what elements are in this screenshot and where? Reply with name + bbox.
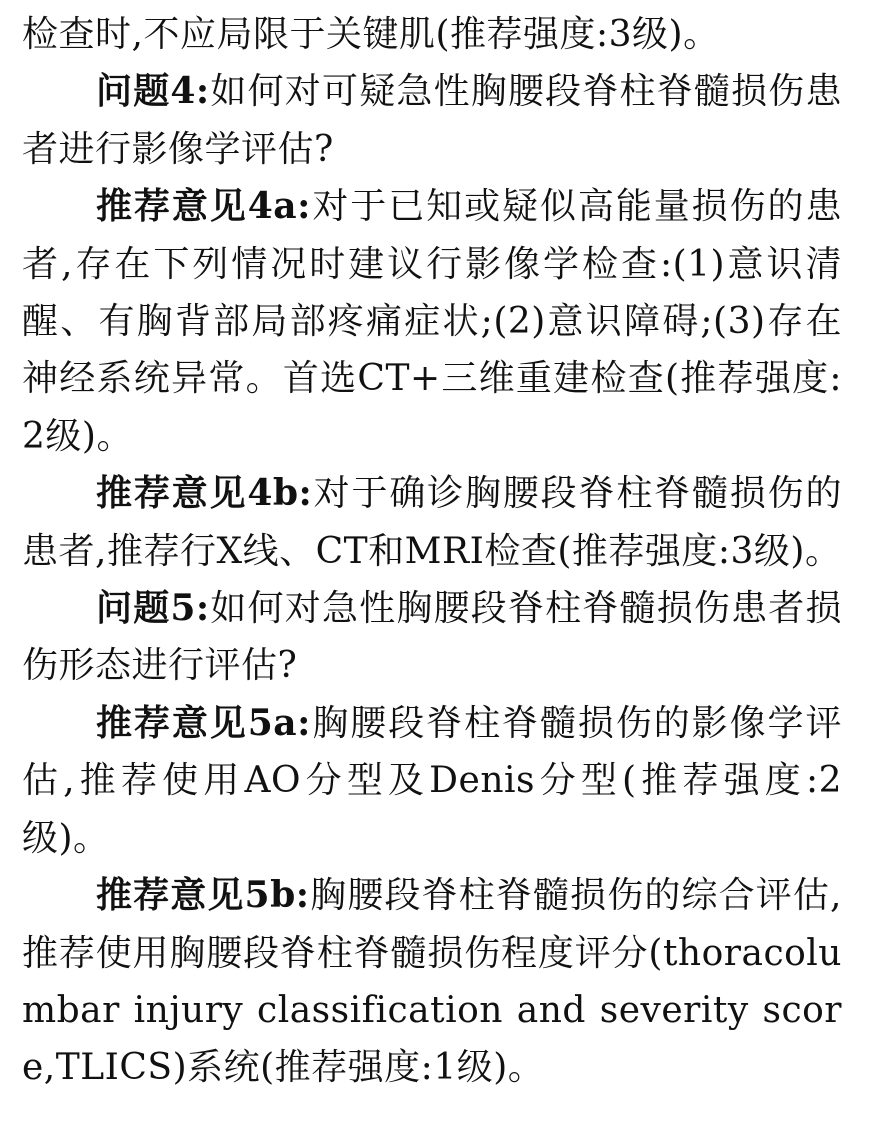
recommendation-text: 胸腰段脊柱脊髓损伤的影像学评估,推荐使用AO分型及Denis分型(推荐强度:2级)。	[22, 702, 842, 859]
question-5	[22, 580, 842, 695]
paragraph-continuation	[22, 6, 842, 63]
recommendation-label: 推荐意见4b:	[96, 472, 313, 515]
recommendation-text: 对于确诊胸腰段脊柱脊髓损伤的患者,推荐行X线、CT和MRI检查(推荐强度:3级)。	[22, 473, 842, 572]
question-4	[22, 63, 842, 178]
recommendation-label: 推荐意见4a:	[96, 185, 311, 228]
question-text: 如何对急性胸腰段脊柱脊髓损伤患者损伤形态进行评估?	[22, 588, 842, 687]
recommendation-4b	[22, 465, 842, 580]
recommendation-label: 推荐意见5a:	[96, 701, 311, 744]
paragraph-text: 检查时,不应局限于关键肌(推荐强度:3级)。	[22, 14, 720, 55]
question-text: 如何对可疑急性胸腰段脊柱脊髓损伤患者进行影像学评估?	[22, 71, 842, 170]
question-label: 问题5:	[96, 587, 210, 630]
recommendation-5a	[22, 695, 842, 867]
recommendation-text: 对于已知或疑似高能量损伤的患者,存在下列情况时建议行影像学检查:(1)意识清醒、有胸背部局部疼痛症状;(2)意识障碍;(3)存在神经系统异常。首选CT+三维重建检查(推荐强度:2级)。	[22, 186, 842, 457]
recommendation-text: 胸腰段脊柱脊髓损伤的综合评估,推荐使用胸腰段脊柱脊髓损伤程度评分(thoracolumbar injury classification and severity score,TLICS)系统(推荐强度:1级)。	[22, 875, 842, 1089]
recommendation-4a	[22, 178, 842, 465]
recommendation-5b	[22, 867, 842, 1097]
question-label: 问题4:	[96, 70, 210, 113]
recommendation-label: 推荐意见5b:	[96, 874, 310, 917]
document-page	[22, 6, 842, 1097]
